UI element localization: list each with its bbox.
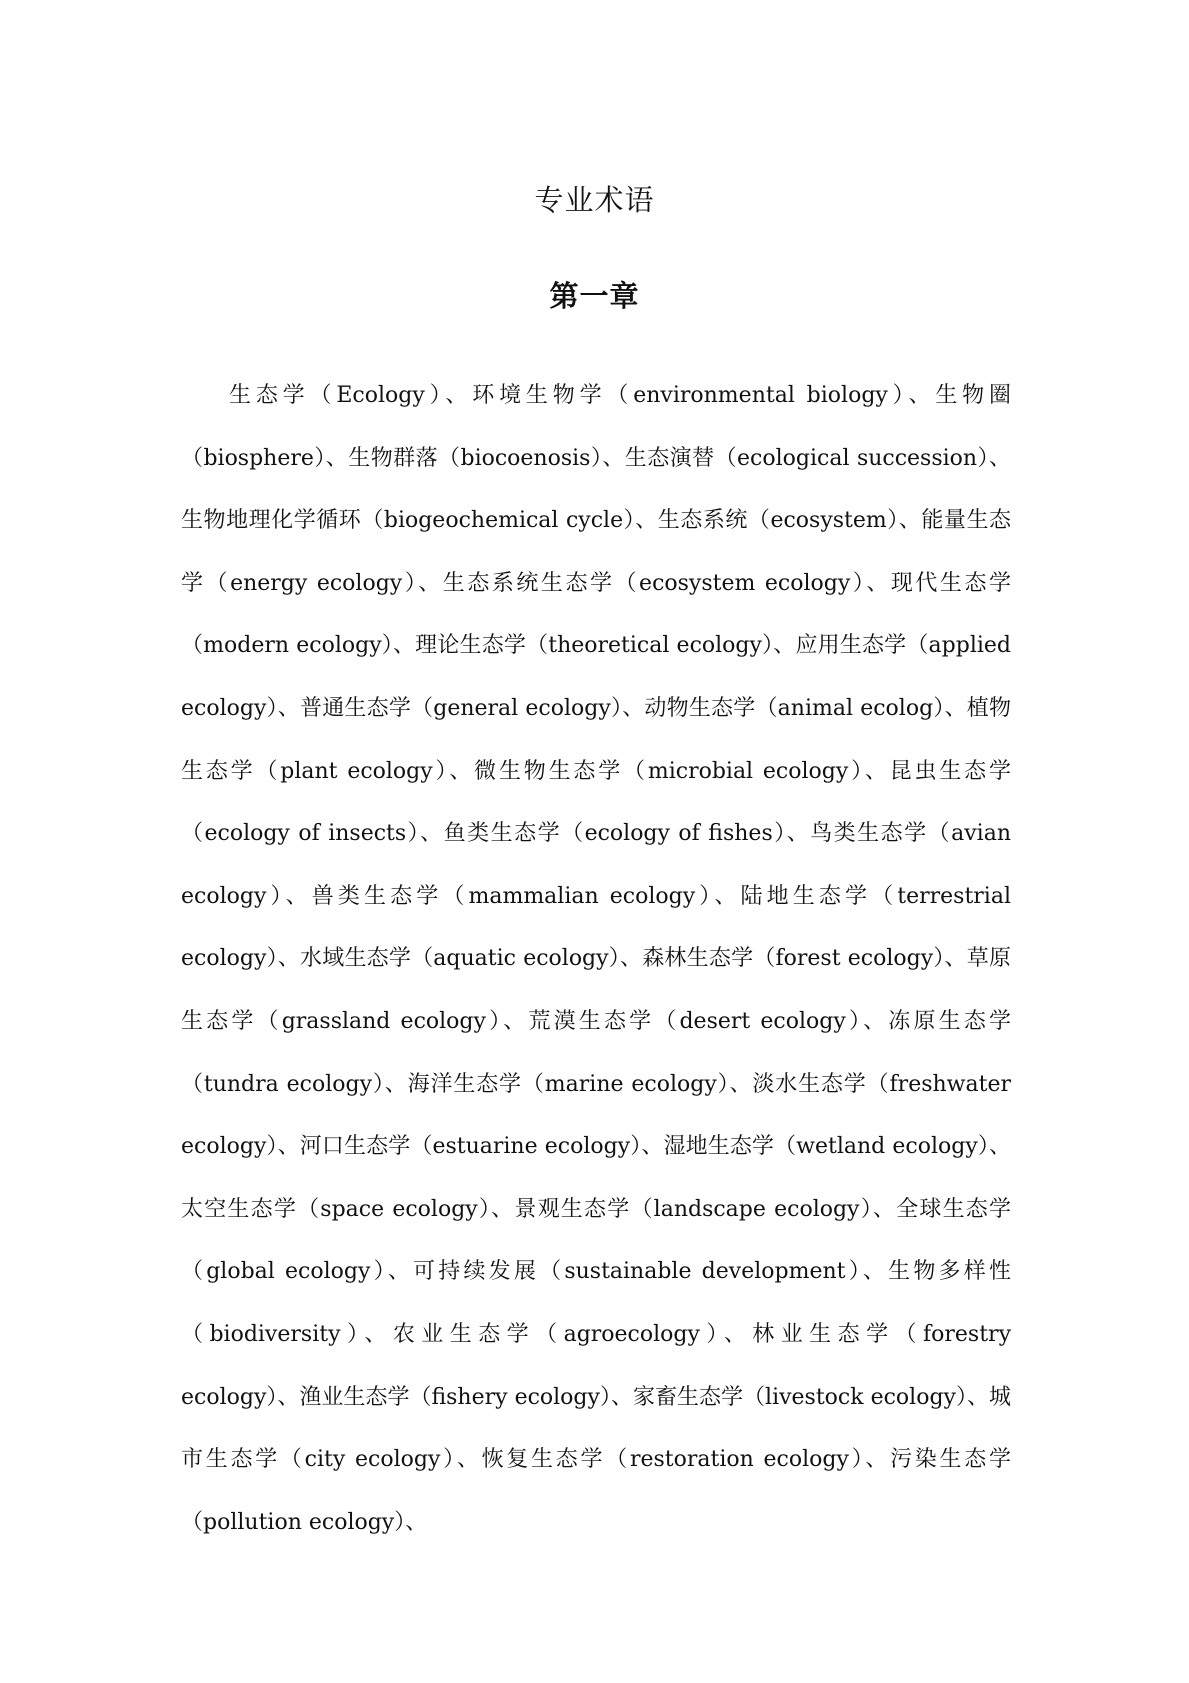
chapter-heading: 第一章 [549,279,640,313]
page-title: 专业术语 [534,183,655,217]
terms-paragraph: 生态学（Ecology）、环境生物学（environmental biology）、生物圈（biosphere）、生物群落（biocoenosis）、生态演替（ecological succession）、生物地理化学循环（biogeochemical cycle）、生态系统（ecosystem）、能量生态学（energy ecology）、生态系统生态学（ecosystem ecology）、现代生态学（modern ecology）、理论生态学（theoretical ecology）、应用生态学（applied ecology）、普通生态学（general ecology）、动物生态学（animal ecolog）、植物生态学（plant ecology）、微生物生态学（microbial ecology）、昆虫生态学（ecology of insects）、鱼类生态学（ecology of fishes）、鸟类生态学（avian ecology）、兽类生态学（mammalian ecology）、陆地生态学（terrestrial ecology）、水域生态学（aquatic ecology）、森林生态学（forest ecology）、草原生态学（grassland ecology）、荒漠生态学（desert ecology）、冻原生态学（tundra ecology）、海洋生态学（marine ecology）、淡水生态学（freshwater ecology）、河口生态学（estuarine ecology）、湿地生态学（wetland ecology）、太空生态学（space ecology）、景观生态学（landscape ecology）、全球生态学（global ecology）、可持续发展（sustainable development）、生物多样性（biodiversity）、农业生态学（agroecology）、林业生态学（forestry ecology）、渔业生态学（fishery ecology）、家畜生态学（livestock ecology）、城市生态学（city ecology）、恢复生态学（restoration ecology）、污染生态学（pollution ecology）、 [181,383,1011,1535]
